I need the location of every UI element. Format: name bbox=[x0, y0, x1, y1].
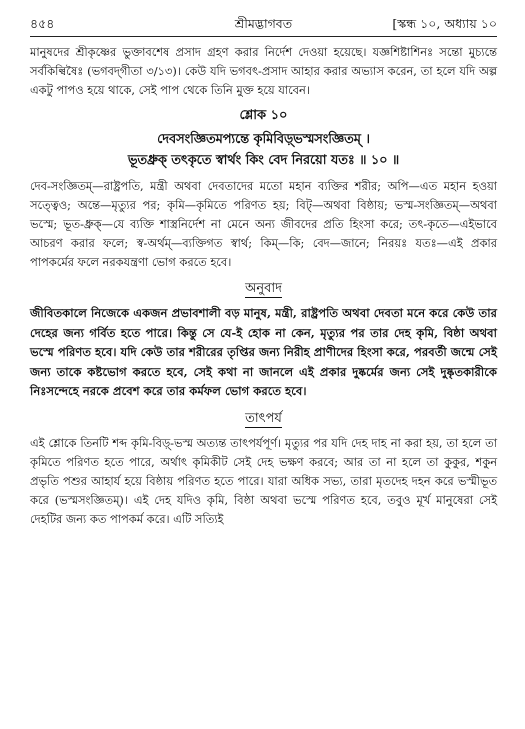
intro-paragraph: মানুষদের শ্রীকৃষ্ণের ভুক্তাবশেষ প্রসাদ গ্রহণ করার নির্দেশ দেওয়া হয়েছে। যজ্ঞশিষ্টাশিনঃ সন্তো মুচ্যন্তে সর্বকিল্বিষৈঃ (ভগবদ্‌গীতা ৩/১৩)। কেউ যদি ভগবৎ-প্রসাদ আহার করার অভ্যাস করেন, তা হলে যদি অল্প একটু পাপও হয়ে থাকে, সেই পাপ থেকে তিনি মুক্ত হয়ে যাবেন। bbox=[30, 45, 497, 97]
translation-heading bbox=[30, 279, 497, 300]
page-header bbox=[30, 14, 497, 34]
translation-heading-text: অনুবাদ bbox=[245, 281, 282, 297]
chapter-reference: [স্কন্ধ ১০, অধ্যায় ১০ bbox=[392, 16, 497, 31]
purport-heading-text: তাৎপর্য bbox=[245, 411, 282, 427]
verse-line-1: দেবসংজ্ঞিতমপ্যন্তে কৃমিবিড়্ভস্মসংজ্ঞিতম্‌ । bbox=[157, 132, 370, 148]
page-number: ৪৫৪ bbox=[30, 16, 55, 31]
synonyms-paragraph: দেব-সংজ্ঞিতম্—রাষ্ট্রপতি, মন্ত্রী অথবা দেবতাদের মতো মহান ব্যক্তির শরীর; অপি—এত মহান হওয়া সত্ত্বেও; অন্তে—মৃত্যুর পর; কৃমি—কৃমিতে পরিণত হয়; বিট্—অথবা বিষ্ঠায়; ভস্ম-সংজ্ঞিতম্—অথবা ভস্মে; ভূত-ধ্রুক্—যে ব্যক্তি শাস্ত্রনির্দেশ না মেনে অন্য জীবদের প্রতি হিংসা করে; তৎ-কৃতে—এইভাবে আচরণ করার ফলে; স্ব-অর্থম্—ব্যক্তিগত স্বার্থ; কিম্—কি; বেদ—জানে; নিরয়ঃ যতঃ—এই প্রকার পাপকর্মের ফলে নরকযন্ত্রণা ভোগ করতে হবে। bbox=[30, 179, 497, 269]
purport-paragraph: এই শ্লোকে তিনটি শব্দ কৃমি-বিড়্-ভস্ম অত্যন্ত তাৎপর্যপূর্ণ। মৃত্যুর পর যদি দেহ দাহ না করা হয়, তা হলে তা কৃমিতে পরিণত হতে পারে, অর্থাৎ কৃমিকীট সেই দেহ ভক্ষণ করবে; আর তা না হলে তা কুকুর, শকুন প্রভৃতি পশুর আহার্য হয়ে বিষ্ঠায় পরিণত হতে পারে। যারা অধিক সভ্য, তারা মৃতদেহ দহন করে ভস্মীভূত করে (ভস্মসংজ্ঞিতম্)। এই দেহ যদিও কৃমি, বিষ্ঠা অথবা ভস্মে পরিণত হবে, তবুও মূর্খ মানুষেরা সেই দেহটির জন্য কত পাপকর্ম করে। এটি সত্যিই bbox=[30, 436, 497, 526]
book-title: শ্রীমদ্ভাগবত bbox=[234, 16, 293, 31]
verse-heading: শ্লোক ১০ bbox=[239, 108, 288, 124]
verse-line-2: ভূতধ্রুক্ তৎকৃতে স্বার্থং কিং বেদ নিরয়ো যতঃ ॥ ১০ ॥ bbox=[127, 153, 400, 169]
purport-heading bbox=[30, 409, 497, 430]
header-rule bbox=[30, 36, 497, 37]
translation-paragraph: জীবিতকালে নিজেকে একজন প্রভাবশালী বড় মানুষ, মন্ত্রী, রাষ্ট্রপতি অথবা দেবতা মনে করে কেউ তার দেহের জন্য গর্বিত হতে পারে। কিন্তু সে যে-ই হোক না কেন, মৃত্যুর পর তার দেহ কৃমি, বিষ্ঠা অথবা ভস্মে পরিণত হবে। যদি কেউ তার শরীরের তৃপ্তির জন্য নিরীহ প্রাণীদের হিংসা করে, পরবর্তী জন্মে সেই জন্য তাকে কষ্টভোগ করতে হবে, সেই কথা না জানলে এই প্রকার দুষ্কর্মের জন্য সেই দুষ্কৃতকারীকে নিঃসন্দেহে নরকে প্রবেশ করে তার কর্মফল ভোগ করতে হবে। bbox=[30, 306, 497, 398]
